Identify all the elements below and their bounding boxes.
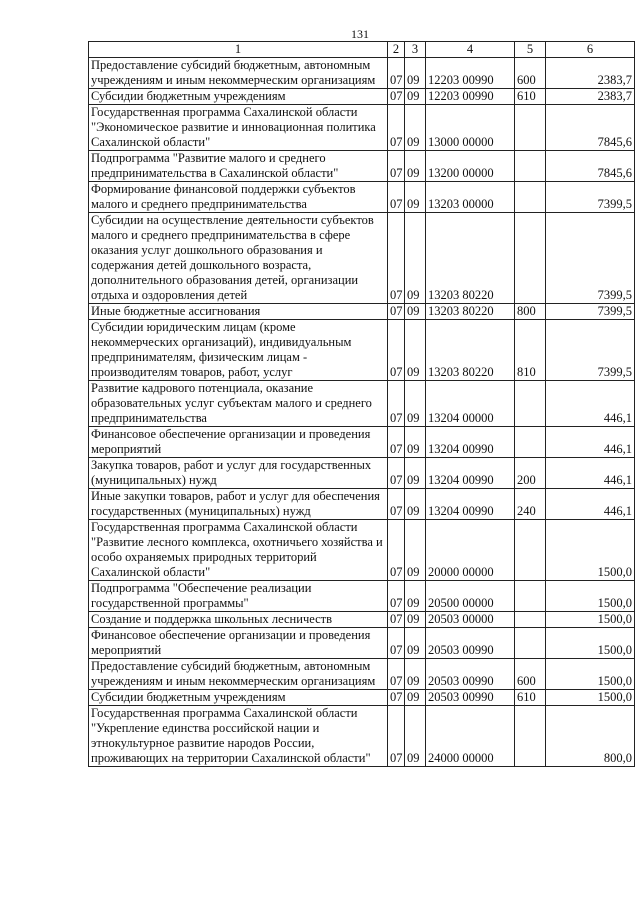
row-name: Закупка товаров, работ и услуг для государственных (муниципальных) нужд [89,458,388,489]
row-subsection: 09 [405,304,426,320]
column-header: 3 [405,42,426,58]
row-subsection: 09 [405,458,426,489]
row-target-code: 13203 80220 [426,213,515,304]
row-amount: 1500,0 [546,659,635,690]
row-section: 07 [388,381,405,427]
column-header: 1 [89,42,388,58]
row-expense-type: 810 [515,320,546,381]
row-section: 07 [388,320,405,381]
column-header: 5 [515,42,546,58]
budget-table [88,41,635,767]
row-name: Развитие кадрового потенциала, оказание образовательных услуг субъектам малого и среднего предпринимательства [89,381,388,427]
row-expense-type: 200 [515,458,546,489]
row-subsection: 09 [405,151,426,182]
row-amount: 7399,5 [546,304,635,320]
row-target-code: 13203 80220 [426,304,515,320]
row-section: 07 [388,58,405,89]
row-subsection: 09 [405,89,426,105]
table-row [89,304,635,320]
row-expense-type: 800 [515,304,546,320]
row-amount: 446,1 [546,458,635,489]
row-section: 07 [388,706,405,767]
row-expense-type [515,520,546,581]
column-header: 2 [388,42,405,58]
row-section: 07 [388,458,405,489]
row-target-code: 20503 00000 [426,612,515,628]
row-name: Предоставление субсидий бюджетным, автономным учреждениям и иным некоммерческим организациям [89,58,388,89]
row-target-code: 13203 00000 [426,182,515,213]
row-target-code: 13000 00000 [426,105,515,151]
row-expense-type [515,105,546,151]
row-amount: 446,1 [546,381,635,427]
row-target-code: 20503 00990 [426,690,515,706]
row-name: Субсидии бюджетным учреждениям [89,89,388,105]
row-target-code: 13200 00000 [426,151,515,182]
row-expense-type: 600 [515,58,546,89]
table-row [89,213,635,304]
row-target-code: 20503 00990 [426,628,515,659]
row-amount: 7399,5 [546,182,635,213]
row-name: Государственная программа Сахалинской области "Экономическое развитие и инновационная политика Сахалинской области" [89,105,388,151]
row-subsection: 09 [405,213,426,304]
row-expense-type [515,581,546,612]
row-section: 07 [388,151,405,182]
table-row [89,489,635,520]
row-expense-type: 240 [515,489,546,520]
row-target-code: 20500 00000 [426,581,515,612]
row-amount: 446,1 [546,427,635,458]
row-subsection: 09 [405,427,426,458]
row-subsection: 09 [405,58,426,89]
table-row [89,89,635,105]
row-name: Иные бюджетные ассигнования [89,304,388,320]
row-name: Иные закупки товаров, работ и услуг для обеспечения государственных (муниципальных) нужд [89,489,388,520]
table-row [89,581,635,612]
row-name: Финансовое обеспечение организации и проведения мероприятий [89,427,388,458]
row-subsection: 09 [405,612,426,628]
row-target-code: 13203 80220 [426,320,515,381]
row-name: Подпрограмма "Обеспечение реализации государственной программы" [89,581,388,612]
row-target-code: 20000 00000 [426,520,515,581]
row-section: 07 [388,89,405,105]
row-target-code: 12203 00990 [426,58,515,89]
row-subsection: 09 [405,520,426,581]
row-target-code: 13204 00000 [426,381,515,427]
row-section: 07 [388,520,405,581]
row-amount: 1500,0 [546,520,635,581]
column-header: 6 [546,42,635,58]
table-row [89,628,635,659]
row-amount: 7845,6 [546,151,635,182]
row-name: Государственная программа Сахалинской области "Укрепление единства российской нации и этнокультурное развитие народов России, проживающих на территории Сахалинской области" [89,706,388,767]
row-name: Субсидии юридическим лицам (кроме некоммерческих организаций), индивидуальным предпринимателям, физическим лицам - производителям товаров, работ, услуг [89,320,388,381]
row-expense-type [515,427,546,458]
row-target-code: 13204 00990 [426,489,515,520]
table-row [89,320,635,381]
row-expense-type [515,628,546,659]
row-subsection: 09 [405,581,426,612]
table-header-row [89,42,635,58]
row-section: 07 [388,690,405,706]
table-row [89,381,635,427]
table-row [89,520,635,581]
table-row [89,58,635,89]
row-target-code: 24000 00000 [426,706,515,767]
row-expense-type: 610 [515,89,546,105]
row-section: 07 [388,304,405,320]
table-row [89,458,635,489]
row-subsection: 09 [405,182,426,213]
table-row [89,105,635,151]
row-amount: 7399,5 [546,320,635,381]
row-amount: 1500,0 [546,690,635,706]
table-row [89,151,635,182]
row-subsection: 09 [405,489,426,520]
row-amount: 1500,0 [546,581,635,612]
row-amount: 446,1 [546,489,635,520]
row-section: 07 [388,628,405,659]
table-row [89,659,635,690]
table-row [89,612,635,628]
row-amount: 7399,5 [546,213,635,304]
row-target-code: 13204 00990 [426,427,515,458]
row-name: Субсидии на осуществление деятельности субъектов малого и среднего предпринимательства в сфере оказания услуг дошкольного образования и содержания детей дошкольного возраста, дополнительного образования детей, организации отдыха и оздоровления детей [89,213,388,304]
row-subsection: 09 [405,628,426,659]
row-target-code: 12203 00990 [426,89,515,105]
column-header: 4 [426,42,515,58]
row-amount: 1500,0 [546,628,635,659]
row-section: 07 [388,427,405,458]
row-name: Формирование финансовой поддержки субъектов малого и среднего предпринимательства [89,182,388,213]
row-expense-type: 610 [515,690,546,706]
table-row [89,706,635,767]
row-expense-type [515,213,546,304]
row-subsection: 09 [405,320,426,381]
row-section: 07 [388,182,405,213]
row-name: Предоставление субсидий бюджетным, автономным учреждениям и иным некоммерческим организациям [89,659,388,690]
row-subsection: 09 [405,706,426,767]
row-subsection: 09 [405,690,426,706]
row-name: Субсидии бюджетным учреждениям [89,690,388,706]
page-number: 131 [351,27,369,41]
row-name: Финансовое обеспечение организации и проведения мероприятий [89,628,388,659]
row-section: 07 [388,489,405,520]
row-name: Подпрограмма "Развитие малого и среднего предпринимательства в Сахалинской области" [89,151,388,182]
row-amount: 2383,7 [546,89,635,105]
row-expense-type [515,612,546,628]
row-name: Создание и поддержка школьных лесничеств [89,612,388,628]
row-section: 07 [388,659,405,690]
row-section: 07 [388,105,405,151]
row-expense-type [515,151,546,182]
row-section: 07 [388,612,405,628]
row-subsection: 09 [405,381,426,427]
row-expense-type [515,182,546,213]
table-row [89,427,635,458]
row-amount: 7845,6 [546,105,635,151]
row-subsection: 09 [405,659,426,690]
row-amount: 2383,7 [546,58,635,89]
row-target-code: 20503 00990 [426,659,515,690]
row-name: Государственная программа Сахалинской области "Развитие лесного комплекса, охотничьего хозяйства и особо охраняемых природных территорий Сахалинской области" [89,520,388,581]
row-expense-type [515,381,546,427]
row-amount: 800,0 [546,706,635,767]
table-row [89,690,635,706]
row-expense-type: 600 [515,659,546,690]
table-row [89,182,635,213]
row-expense-type [515,706,546,767]
row-subsection: 09 [405,105,426,151]
row-section: 07 [388,581,405,612]
row-section: 07 [388,213,405,304]
row-target-code: 13204 00990 [426,458,515,489]
row-amount: 1500,0 [546,612,635,628]
